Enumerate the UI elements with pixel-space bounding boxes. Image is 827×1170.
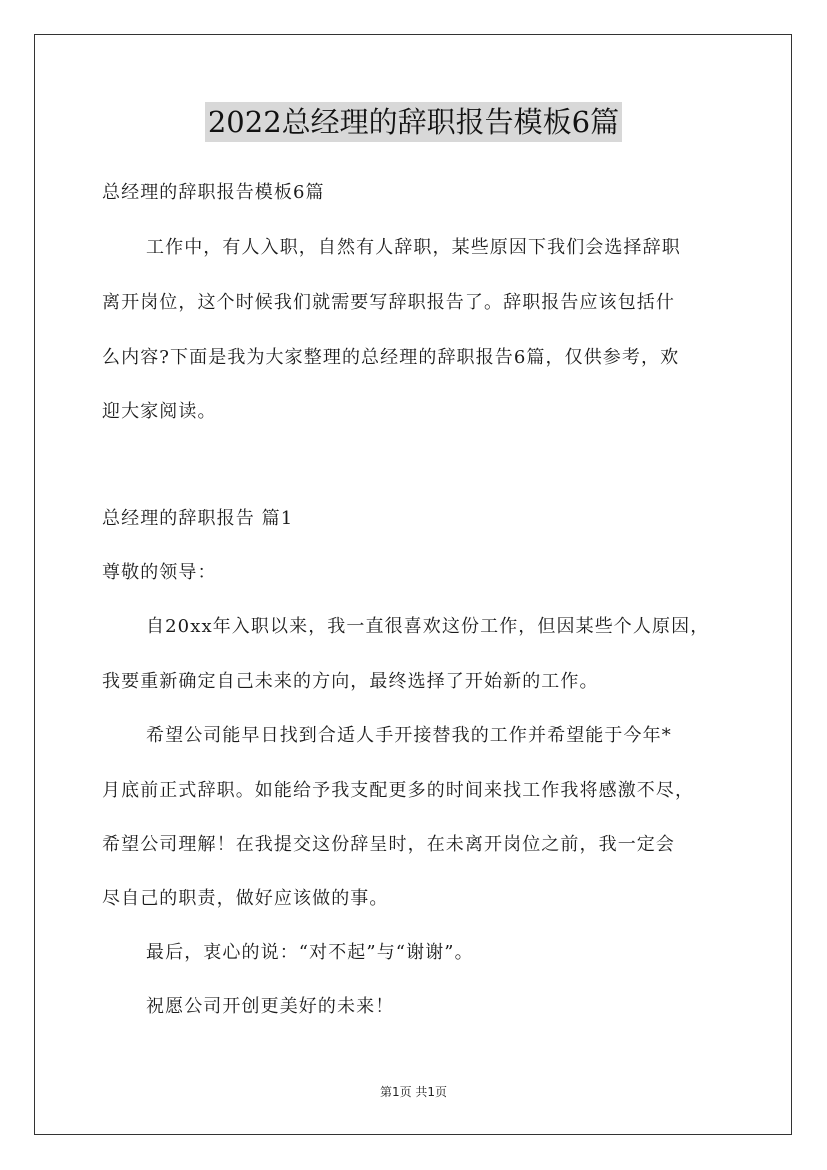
document-subtitle: 总经理的辞职报告模板6篇 [102, 182, 325, 203]
section-heading: 总经理的辞职报告 篇1 [102, 508, 294, 529]
intro-line: 工作中，有人入职，自然有人辞职，某些原因下我们会选择辞职 [146, 237, 681, 258]
intro-line: 么内容?下面是我为大家整理的总经理的辞职报告6篇，仅供参考，欢 [102, 347, 680, 368]
document-title: 2022总经理的辞职报告模板6篇 [205, 102, 622, 142]
salutation: 尊敬的领导： [102, 562, 217, 583]
closing-line: 最后，衷心的说：“对不起”与“谢谢”。 [146, 942, 474, 963]
page-footer: 第1页 共1页 [379, 1085, 448, 1099]
paragraph-line: 希望公司能早日找到合适人手开接替我的工作并希望能于今年* [146, 725, 672, 746]
paragraph-line: 自20xx年入职以来，我一直很喜欢这份工作，但因某些个人原因， [146, 616, 710, 637]
wish-line: 祝愿公司开创更美好的未来！ [146, 996, 395, 1017]
paragraph-line: 月底前正式辞职。如能给予我支配更多的时间来找工作我将感激不尽， [102, 780, 695, 801]
intro-line: 迎大家阅读。 [102, 401, 217, 422]
title-container [0, 102, 827, 142]
intro-line: 离开岗位，这个时候我们就需要写辞职报告了。辞职报告应该包括什 [102, 292, 675, 313]
paragraph-line: 我要重新确定自己未来的方向，最终选择了开始新的工作。 [102, 671, 599, 692]
paragraph-line: 尽自己的职责，做好应该做的事。 [102, 888, 389, 909]
paragraph-line: 希望公司理解！在我提交这份辞呈时，在未离开岗位之前，我一定会 [102, 834, 675, 855]
